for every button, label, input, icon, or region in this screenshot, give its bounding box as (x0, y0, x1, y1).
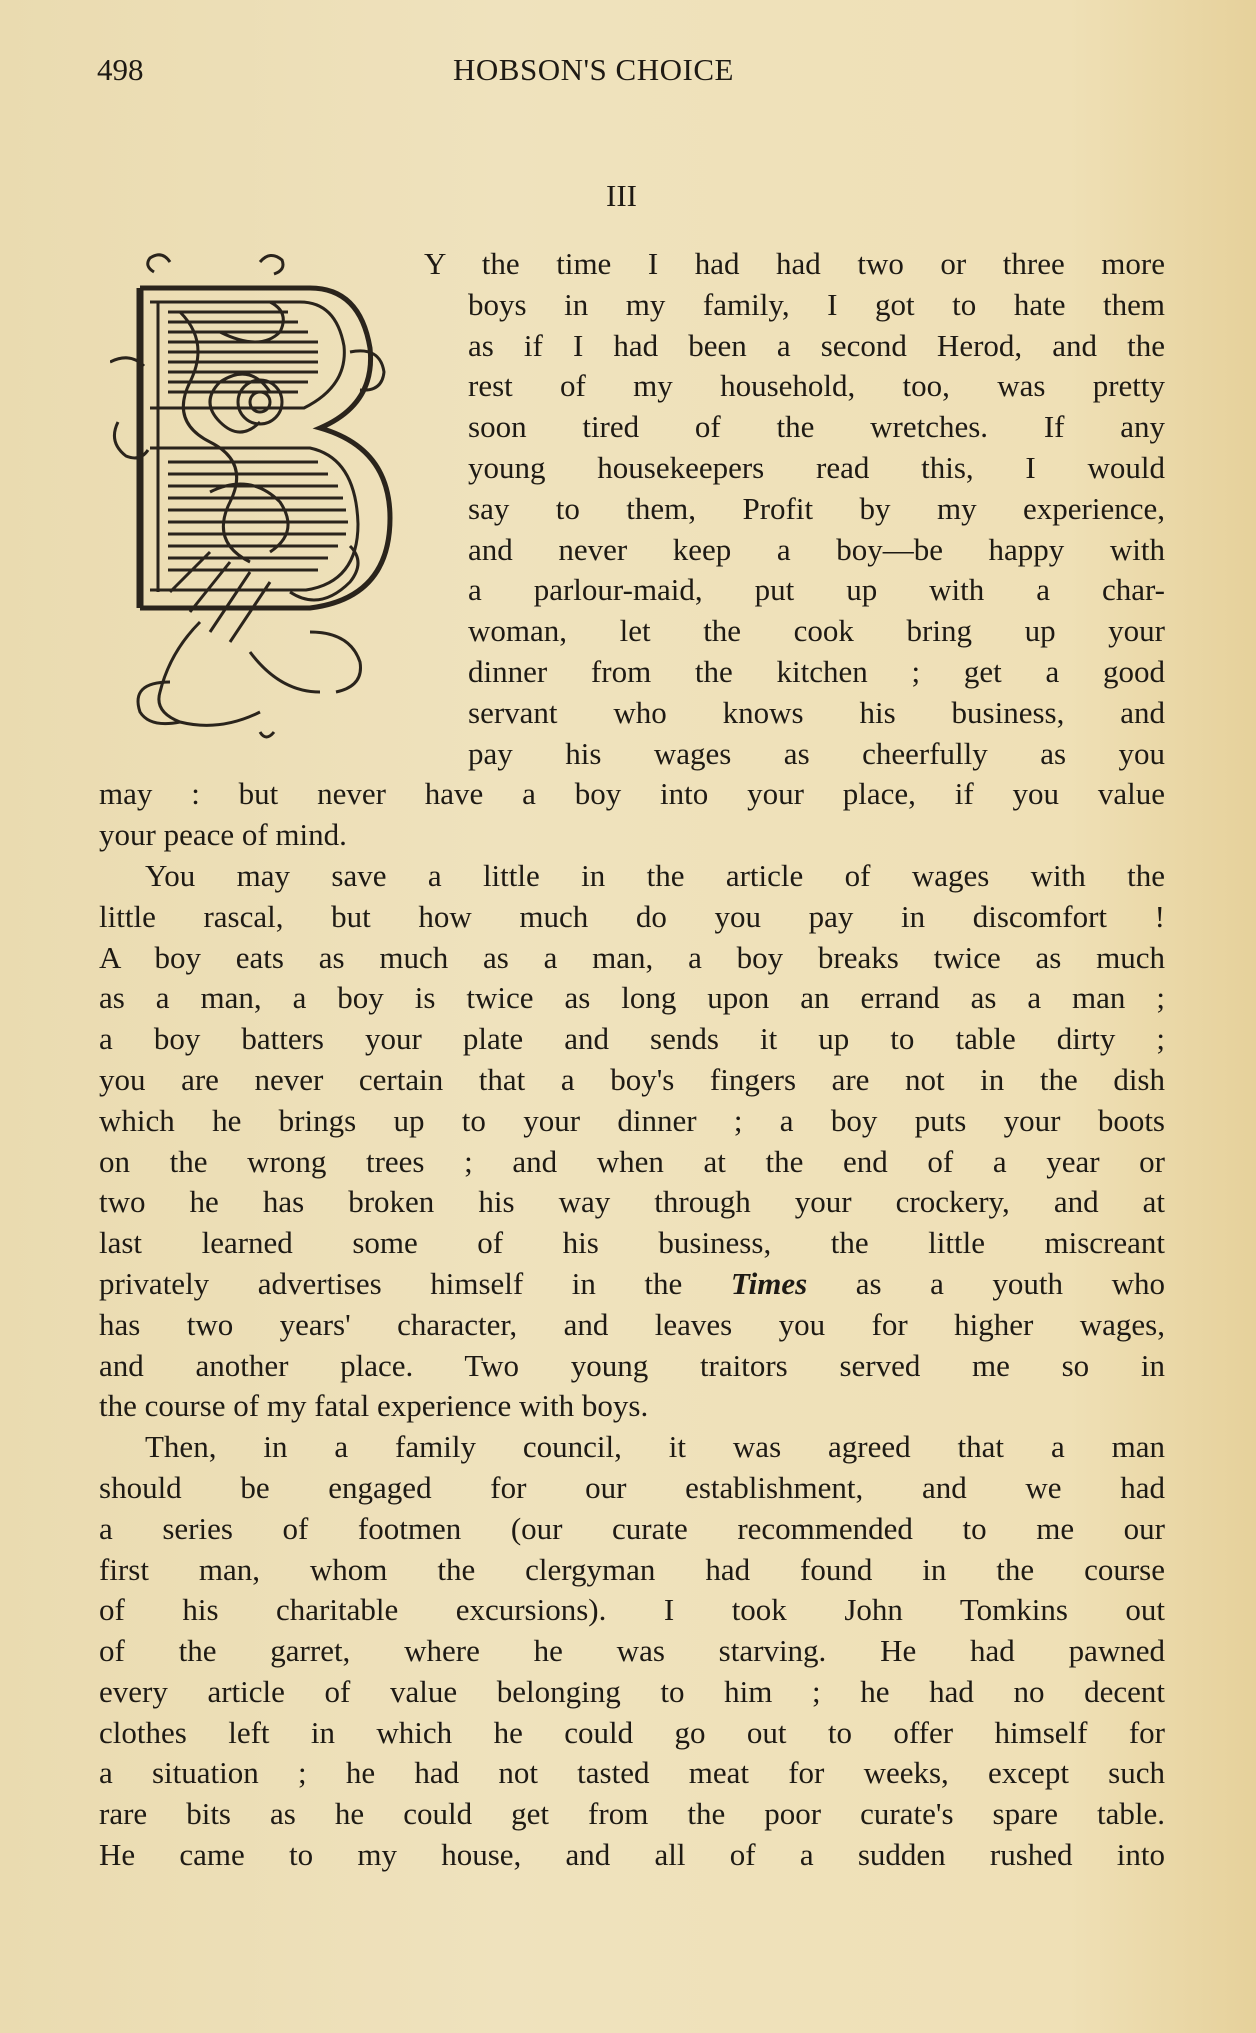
text-line: woman, let the cook bring up your (468, 613, 1165, 649)
text-line: He came to my house, and all of a sudden rushed into (99, 1837, 1165, 1873)
text-line: little rascal, but how much do you pay in discomfort ! (99, 898, 1165, 934)
text-line: should be engaged for our establishment, and we had (99, 1469, 1165, 1505)
text-line: rare bits as he could get from the poor curate's spare table. (99, 1796, 1165, 1832)
text-line: has two years' character, and leaves you for higher wages, (99, 1306, 1165, 1342)
running-title: HOBSON'S CHOICE (453, 52, 734, 87)
body-text (99, 244, 1165, 1876)
text-span: as a youth who (807, 1265, 1165, 1301)
text-line: every article of value belonging to him ; he had no decent (99, 1673, 1165, 1709)
text-line: as if I had been a second Herod, and the (468, 327, 1165, 363)
running-head (0, 52, 1256, 96)
text-line: as a man, a boy is twice as long upon an errand as a man ; (99, 980, 1165, 1016)
text-line: a boy batters your plate and sends it up to table dirty ; (99, 1021, 1165, 1057)
text-line: A boy eats as much as a man, a boy breaks twice as much (99, 939, 1165, 975)
text-line: which he brings up to your dinner ; a boy puts your boots (99, 1102, 1165, 1138)
text-line: clothes left in which he could go out to offer himself for (99, 1714, 1165, 1750)
text-line (99, 1264, 1165, 1305)
text-line: Y the time I had had two or three more (424, 246, 1165, 281)
text-line: pay his wages as cheerfully as you (468, 735, 1165, 771)
page-number: 498 (97, 52, 144, 87)
text-line: of the garret, where he was starving. He had pawned (99, 1633, 1165, 1669)
text-line: rest of my household, too, was pretty (468, 368, 1165, 404)
text-line: two he has broken his way through your crockery, and at (99, 1184, 1165, 1220)
text-line: a series of footmen (our curate recommended to me our (99, 1510, 1165, 1546)
text-line: a parlour-maid, put up with a char- (468, 572, 1165, 608)
text-line: dinner from the kitchen ; get a good (468, 653, 1165, 689)
text-span: privately advertises himself in the (99, 1265, 731, 1301)
section-number: III (606, 178, 637, 213)
text-line: soon tired of the wretches. If any (468, 409, 1165, 445)
text-line: servant who knows his business, and (468, 694, 1165, 730)
text-line: your peace of mind. (99, 817, 347, 853)
newspaper-title: Times (730, 1265, 808, 1301)
text-line: a situation ; he had not tasted meat for weeks, except such (99, 1755, 1165, 1791)
text-line: young housekeepers read this, I would (468, 449, 1165, 485)
text-line: Then, in a family council, it was agreed that a man (145, 1429, 1165, 1465)
text-line: and another place. Two young traitors served me so in (99, 1347, 1165, 1383)
text-line: You may save a little in the article of wages with the (145, 857, 1165, 893)
text-line: you are never certain that a boy's fingers are not in the dish (99, 1061, 1165, 1097)
text-line: first man, whom the clergyman had found in the course (99, 1551, 1165, 1587)
text-line: and never keep a boy—be happy with (468, 531, 1165, 567)
text-line: say to them, Profit by my experience, (468, 490, 1165, 526)
text-line: of his charitable excursions). I took John Tomkins out (99, 1592, 1165, 1628)
text-line: may : but never have a boy into your place, if you value (99, 776, 1165, 812)
text-line: on the wrong trees ; and when at the end of a year or (99, 1143, 1165, 1179)
text-line: boys in my family, I got to hate them (468, 286, 1165, 322)
text-line: the course of my fatal experience with boys. (99, 1388, 649, 1424)
text-line: last learned some of his business, the little miscreant (99, 1225, 1165, 1261)
